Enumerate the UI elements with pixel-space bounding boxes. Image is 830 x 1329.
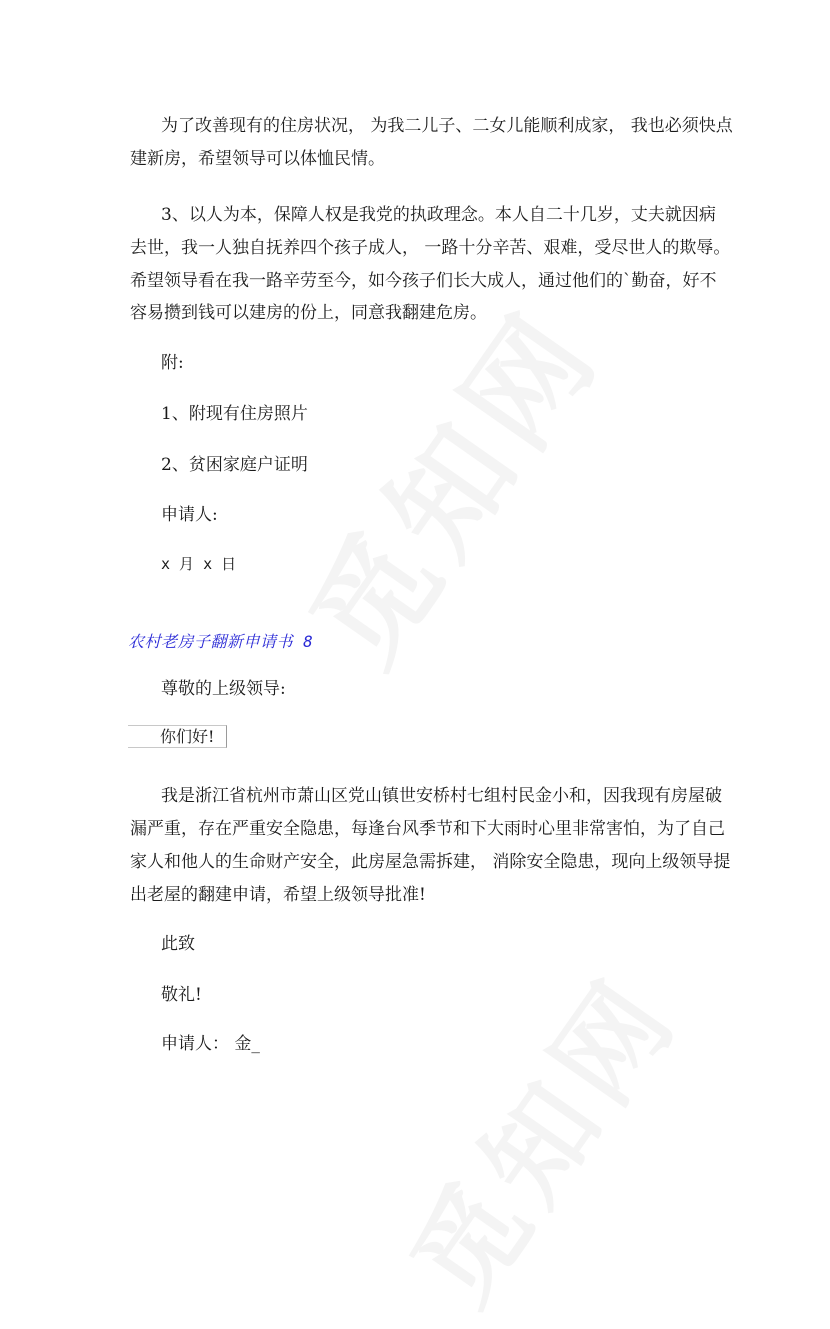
watermark [368,939,707,1329]
paragraph-line: 3、以人为本，保障人权是我党的执政理念。本人自二十几岁，丈夫就因病 [161,205,716,225]
paragraph-line: 希望领导看在我一路辛劳至今，如今孩子们长大成人，通过他们的`勤奋，好不 [130,271,717,291]
closing-line: 敬礼! [161,985,202,1005]
paragraph-line: 我是浙江省杭州市萧山区党山镇世安桥村七组村民金小和，因我现有房屋破 [161,786,722,806]
paragraph-line: 为了改善现有的住房状况， 为我二儿子、二女儿能顺利成家， 我也必须快点 [161,116,733,136]
paragraph-line: 建新房，希望领导可以体恤民情。 [130,149,385,169]
date-line: x 月 x 日 [161,555,237,573]
attachment-label: 附: [161,353,184,373]
section-heading: 农村老房子翻新申请书 8 [128,632,314,651]
closing-line: 此致 [161,934,195,954]
paragraph-line: 出老屋的翻建申请，希望上级领导批准! [130,885,426,905]
signature-line: 申请人： 金_ [161,1034,260,1054]
attachment-item: 1、附现有住房照片 [161,404,308,424]
applicant-label: 申请人: [161,505,218,525]
watermark [264,269,632,692]
paragraph-line: 去世，我一人独自抚养四个孩子成人， 一路十分辛苦、艰难，受尽世人的欺辱。 [130,238,731,258]
salutation: 尊敬的上级领导: [161,679,286,699]
paragraph-line: 家人和他人的生命财产安全，此房屋急需拆建， 消除安全隐患，现向上级领导提 [130,852,731,872]
attachment-item: 2、贫困家庭户证明 [161,455,308,475]
greeting-box [128,725,227,748]
greeting-text: 你们好! [160,727,215,746]
paragraph-line: 漏严重，存在严重安全隐患，每逢台风季节和下大雨时心里非常害怕，为了自己 [130,819,725,839]
paragraph-line: 容易攒到钱可以建房的份上，同意我翻建危房。 [130,303,487,323]
